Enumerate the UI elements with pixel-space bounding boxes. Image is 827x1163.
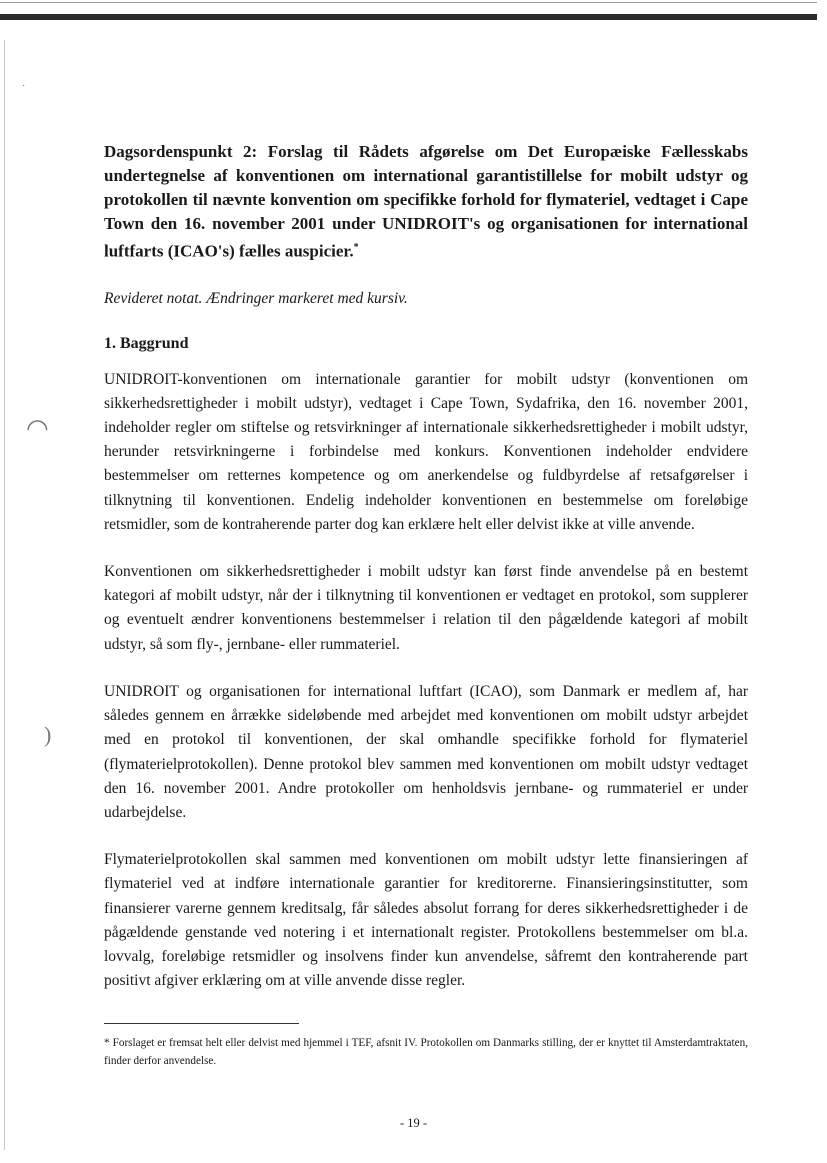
left-margin-line [4, 40, 5, 1150]
punch-hole-mark: ) [44, 722, 52, 747]
paragraph: UNIDROIT og organisationen for international luftfart (ICAO), som Danmark er medlem af, har således gennem en årrække sideløbende med arbejdet med konventionen om mobilt udstyr arbejdet med en protokol til konventionen, der skal omhandle specifikke forhold for flymateriel (flymaterielprotokollen). Denne protokol blev sammen med konventionen om mobilt udstyr vedtaget den 16. november 2001. Andre protokoller om henholdsvis jernbane- og rummateriel er under udarbejdelse. [104, 682, 748, 821]
title-footnote-marker: * [353, 242, 359, 253]
document-body [104, 140, 748, 993]
section-heading: 1. Baggrund [104, 334, 189, 352]
punch-hole-mark: ◠ [26, 414, 49, 443]
footnote-separator [104, 1023, 299, 1024]
footnote: * Forslaget er fremsat helt eller delvist med hjemmel i TEF, afsnit IV. Protokollen om Danmarks stilling, der er knyttet til Amsterdamtraktaten, finder derfor anvendelse. [104, 1037, 748, 1067]
top-rule [0, 14, 817, 20]
paragraph: UNIDROIT-konventionen om internationale garantier for mobilt udstyr (konventionen om sikkerhedsrettigheder i mobilt udstyr), vedtaget i Cape Town, Sydafrika, den 16. november 2001, indeholder regler om stiftelse og retsvirkninger af internationale sikkerhedsrettigheder i mobilt udstyr, herunder retsvirkningerne i forbindelse med konkurs. Konventionen indeholder endvidere bestemmelser om retternes kompetence og om anerkendelse og fuldbyrdelse af retsafgørelser i tilknytning til konventionen. Endelig indeholder konventionen en bestemmelse om foreløbige retsmidler, som de kontraherende parter dog kan erklære helt eller delvist ikke at ville anvende. [104, 370, 748, 533]
title-text: Dagsordenspunkt 2: Forslag til Rådets afgørelse om Det Europæiske Fællesskabs undertegnelse af konventionen om international garantistillelse for mobilt udstyr og protokollen til nævnte konvention om specifikke forhold for flymateriel, vedtaget i Cape Town den 16. november 2001 under UNIDROIT's og organisationen for international luftfarts (ICAO's) fælles auspicier. [104, 142, 748, 261]
document-title [104, 140, 748, 264]
scan-dot: · [22, 81, 26, 92]
revised-note: Revideret notat. Ændringer markeret med kursiv. [104, 289, 408, 307]
page-number: - 19 - [399, 1116, 428, 1130]
paragraph: Konventionen om sikkerhedsrettigheder i mobilt udstyr kan først finde anvendelse på en bestemt kategori af mobilt udstyr, når der i tilknytning til konventionen er vedtaget en protokol, som supplerer og eventuelt ændrer konventionens bestemmelser i relation til den pågældende kategori af mobilt udstyr, så som fly-, jernbane- eller rummateriel. [104, 563, 748, 653]
paragraph: Flymaterielprotokollen skal sammen med konventionen om mobilt udstyr lette finansieringen af flymateriel ved at indføre internationale garantier for kreditorerne. Finansieringsinstitutter, som finansierer varerne gennem kreditsalg, får således absolut forrang for deres sikkerhedsrettigheder i de pågældende genstande ved notering i et internationalt register. Protokollens bestemmelser om bl.a. lovvalg, foreløbige retsmidler og insolvens finder kun anvendelse, såfremt den kontraherende part positivt afgiver erklæring om at ville anvende disse regler. [104, 851, 748, 990]
top-scan-line [0, 2, 817, 3]
